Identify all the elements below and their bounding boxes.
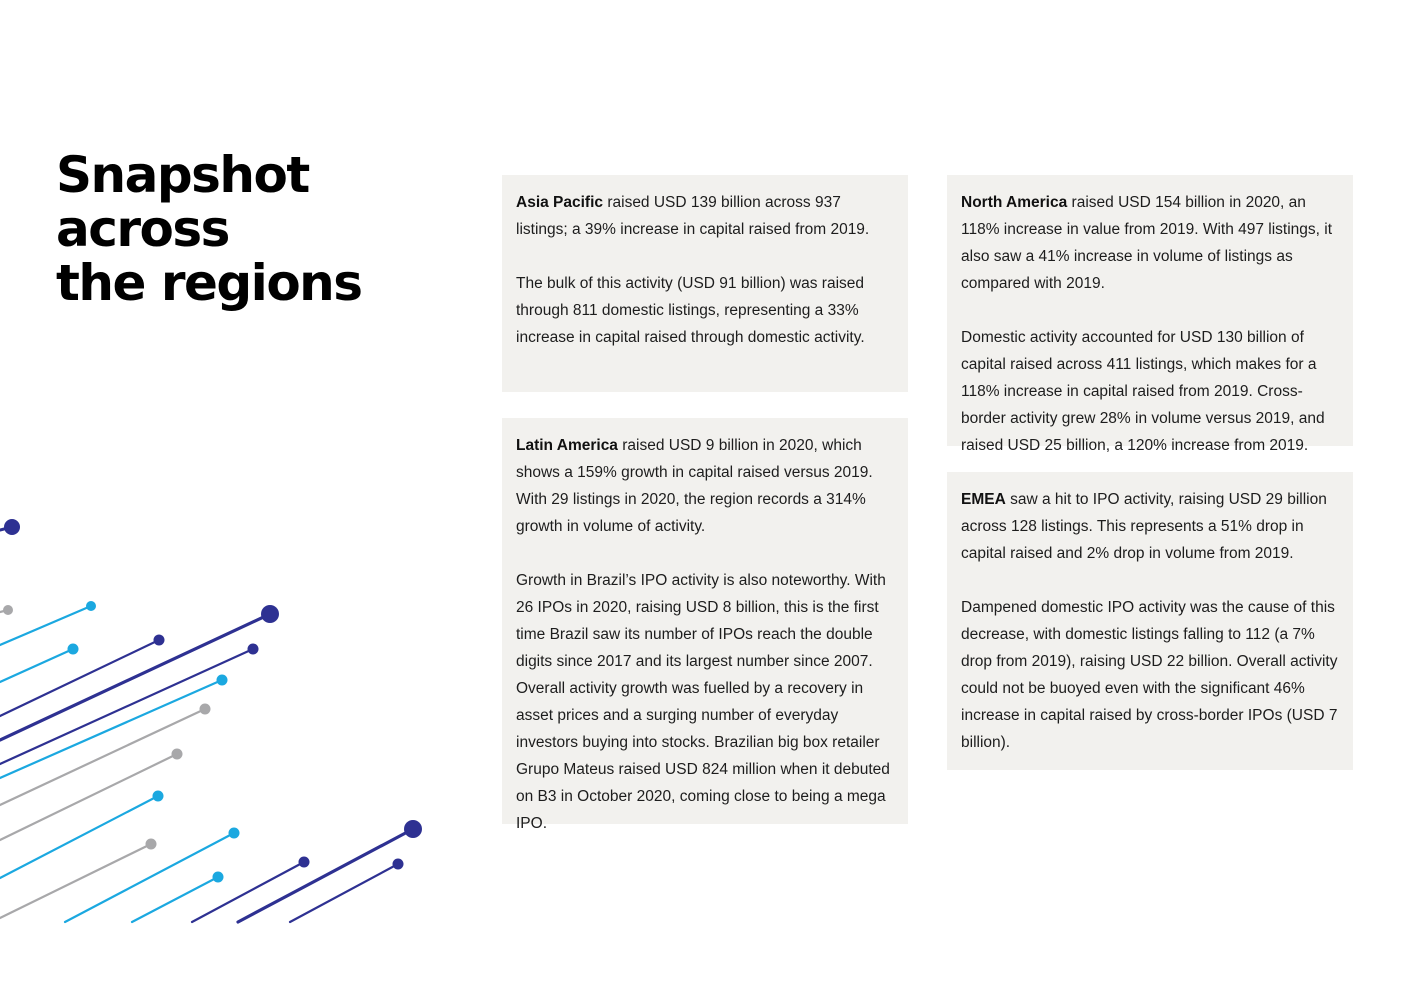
- decor-dot: [153, 791, 164, 802]
- decor-line: [0, 844, 151, 918]
- page-title: [56, 148, 476, 310]
- north-america-card: [947, 175, 1353, 454]
- decor-dot: [248, 644, 259, 655]
- latin-america-paragraph-2: Growth in Brazil’s IPO activity is also noteworthy. With 26 IPOs in 2020, raising USD 8 billion, this is the first time Brazil saw its number of IPOs reach the double digits since 2017 and its largest number since 2007. Overall activity growth was fuelled by a recovery in asset prices and a surging number of everyday investors buying into stocks. Brazilian big box retailer Grupo Mateus raised USD 824 million when it debuted on B3 in October 2020, coming close to being a mega IPO.: [516, 572, 890, 832]
- page-title-line-2: the regions: [56, 254, 362, 312]
- decor-dot: [68, 644, 79, 655]
- decor-dot: [3, 605, 13, 615]
- asia-pacific-region-name: Asia Pacific: [516, 194, 604, 211]
- decor-line: [0, 614, 270, 740]
- decor-line: [0, 796, 158, 878]
- latin-america-card: [502, 418, 908, 832]
- decor-line: [0, 649, 73, 682]
- north-america-region-name: North America: [961, 194, 1068, 211]
- decor-dot: [200, 704, 211, 715]
- north-america-paragraph-1: [961, 189, 1339, 297]
- emea-paragraph-1: [961, 486, 1339, 567]
- decor-dot: [299, 857, 310, 868]
- decor-dot: [261, 605, 279, 623]
- emea-summary: saw a hit to IPO activity, raising USD 29 billion across 128 listings. This represents a 51% drop in capital raised and 2% drop in volume from 2019.: [961, 491, 1327, 562]
- decor-dot: [229, 828, 240, 839]
- decor-dot: [172, 749, 183, 760]
- asia-pacific-summary: raised USD 139 billion across 937 listings; a 39% increase in capital raised from 2019.: [516, 194, 870, 238]
- decor-line: [192, 862, 304, 922]
- decor-dot: [213, 872, 224, 883]
- north-america-paragraph-2: Domestic activity accounted for USD 130 billion of capital raised across 411 listings, which makes for a 118% increase in capital raised from 2019. Cross-border activity grew 28% in volume versus 2019, and raised USD 25 billion, a 120% increase from 2019.: [961, 329, 1325, 454]
- asia-pacific-card: [502, 175, 908, 392]
- decor-dot: [217, 675, 228, 686]
- decorative-lines-graphic: [0, 500, 440, 930]
- decor-dot: [393, 859, 404, 870]
- latin-america-summary: raised USD 9 billion in 2020, which shows a 159% growth in capital raised versus 2019. With 29 listings in 2020, the region records a 314% growth in volume of activity.: [516, 437, 873, 535]
- decor-line: [0, 680, 222, 778]
- decor-line: [238, 829, 413, 922]
- decor-dot: [146, 839, 157, 850]
- emea-region-name: EMEA: [961, 491, 1006, 508]
- north-america-summary: raised USD 154 billion in 2020, an 118% increase in value from 2019. With 497 listings, it also saw a 41% increase in volume of listings as compared with 2019.: [961, 194, 1333, 292]
- decor-line: [290, 864, 398, 922]
- decor-dot: [86, 601, 96, 611]
- decor-dot: [404, 820, 422, 838]
- decor-dot: [4, 519, 20, 535]
- latin-america-region-name: Latin America: [516, 437, 618, 454]
- decor-dot: [154, 635, 165, 646]
- asia-pacific-paragraph-1: [516, 189, 894, 243]
- decor-line: [0, 606, 91, 645]
- emea-paragraph-2: Dampened domestic IPO activity was the cause of this decrease, with domestic listings falling to 112 (a 7% drop from 2019), raising USD 22 billion. Overall activity could not be buoyed even with the significant 46% increase in capital raised by cross-border IPOs (USD 7 billion).: [961, 599, 1338, 751]
- latin-america-paragraph-1: [516, 432, 894, 540]
- asia-pacific-paragraph-2: The bulk of this activity (USD 91 billion) was raised through 811 domestic listings, representing a 33% increase in capital raised through domestic activity.: [516, 275, 865, 346]
- emea-card: [947, 472, 1353, 770]
- page-title-line-1: Snapshot across: [56, 146, 309, 258]
